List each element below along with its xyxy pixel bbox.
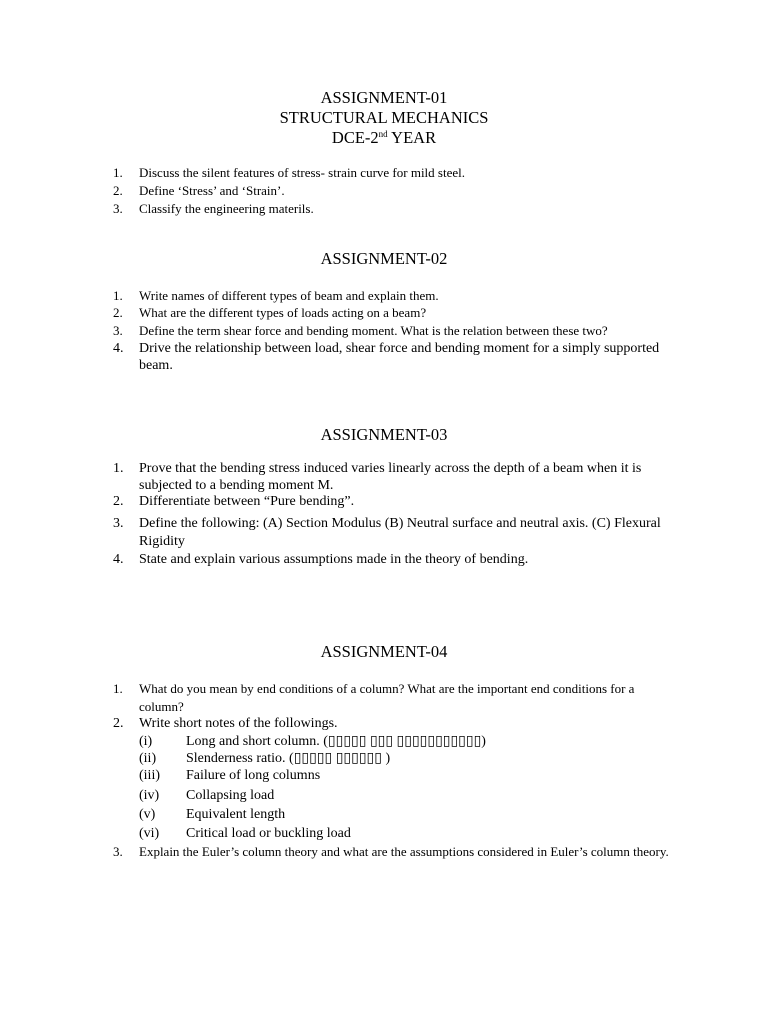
- a2-question-4: [113, 341, 675, 374]
- question-text: Write names of different types of beam and explain them.: [139, 288, 439, 303]
- question-number: 4.: [113, 341, 124, 356]
- sub-item-number: (v): [139, 807, 156, 822]
- a4-sub-item-i: [139, 733, 486, 751]
- question-number: 2.: [113, 716, 124, 731]
- a4-question-3: [113, 843, 675, 861]
- assignment-02-title: ASSIGNMENT-02: [320, 249, 448, 268]
- sub-item-text: Collapsing load: [186, 788, 275, 803]
- question-text: Prove that the bending stress induced varies linearly across the depth of a beam when it is subjected to a bending moment M.: [139, 461, 642, 493]
- question-number: 3.: [113, 516, 124, 531]
- a1-question-3: [113, 200, 675, 218]
- question-number: 3.: [113, 201, 123, 216]
- sub-item-text: Critical load or buckling load: [186, 826, 351, 841]
- a4-sub-item-iv: [139, 787, 274, 805]
- question-number: 2.: [113, 494, 124, 509]
- a4-sub-item-ii: [139, 750, 390, 768]
- a4-sub-item-v: [139, 806, 285, 824]
- assignment-04-title: ASSIGNMENT-04: [320, 642, 448, 661]
- question-number: 3.: [113, 844, 123, 859]
- question-text: What are the different types of loads acting on a beam?: [139, 305, 427, 320]
- question-number: 1.: [113, 681, 123, 696]
- assignment-03-title: ASSIGNMENT-03: [320, 425, 448, 444]
- question-text: Define the term shear force and bending moment. What is the relation between these two?: [139, 323, 608, 338]
- question-number: 1.: [113, 288, 123, 303]
- a4-sub-item-vi: [139, 825, 351, 843]
- a2-question-2: [113, 304, 675, 322]
- question-text: Define ‘Stress’ and ‘Strain’.: [139, 183, 285, 198]
- question-text: What do you mean by end conditions of a column? What are the important end conditions for a column?: [139, 681, 635, 714]
- a4-sub-item-iii: [139, 767, 320, 785]
- question-text: Define the following: (A) Section Modulus (B) Neutral surface and neutral axis. (C) Flexural Rigidity: [139, 516, 661, 549]
- a3-question-1: [113, 461, 675, 494]
- sub-item-number: (i): [139, 734, 153, 749]
- a4-question-2: [113, 716, 675, 733]
- sub-item-number: (iv): [139, 788, 160, 803]
- a3-question-4: [113, 552, 675, 569]
- year-suffix: YEAR: [387, 128, 437, 147]
- a2-question-1: [113, 287, 675, 305]
- year-superscript: nd: [378, 129, 388, 139]
- sub-item-text: Failure of long columns: [186, 768, 321, 783]
- year-line: [0, 128, 768, 148]
- sub-item-number: (ii): [139, 751, 157, 766]
- question-text: Explain the Euler’s column theory and what are the assumptions considered in Euler’s column theory.: [139, 844, 669, 859]
- question-text: Classify the engineering materils.: [139, 201, 314, 216]
- question-number: 1.: [113, 165, 123, 180]
- a1-question-1: [113, 164, 675, 182]
- question-number: 2.: [113, 305, 123, 320]
- question-number: 4.: [113, 552, 124, 567]
- a3-question-2: [113, 494, 675, 511]
- sub-item-number: (vi): [139, 826, 160, 841]
- assignment-01-title: ASSIGNMENT-01: [320, 88, 448, 107]
- question-number: 1.: [113, 461, 124, 476]
- a4-question-1: [113, 680, 675, 716]
- question-text: Differentiate between “Pure bending”.: [139, 494, 355, 509]
- year-prefix: DCE-2: [331, 128, 379, 147]
- a1-question-2: [113, 182, 675, 200]
- sub-item-number: (iii): [139, 768, 160, 783]
- subject-title: STRUCTURAL MECHANICS: [279, 108, 489, 127]
- sub-item-text: Long and short column. (▯▯▯▯▯ ▯▯▯ ▯▯▯▯▯▯▯▯▯▯▯): [186, 734, 486, 749]
- question-text: Discuss the silent features of stress- strain curve for mild steel.: [139, 165, 465, 180]
- question-number: 3.: [113, 323, 123, 338]
- question-text: State and explain various assumptions made in the theory of bending.: [139, 552, 529, 567]
- sub-item-text: Slenderness ratio. (▯▯▯▯▯ ▯▯▯▯▯▯ ): [186, 751, 391, 766]
- question-text: Write short notes of the followings.: [139, 716, 338, 731]
- question-number: 2.: [113, 183, 123, 198]
- question-text: Drive the relationship between load, shear force and bending moment for a simply supported beam.: [139, 341, 660, 373]
- sub-item-text: Equivalent length: [186, 807, 286, 822]
- a3-question-3: [113, 515, 675, 551]
- a2-question-3: [113, 322, 675, 340]
